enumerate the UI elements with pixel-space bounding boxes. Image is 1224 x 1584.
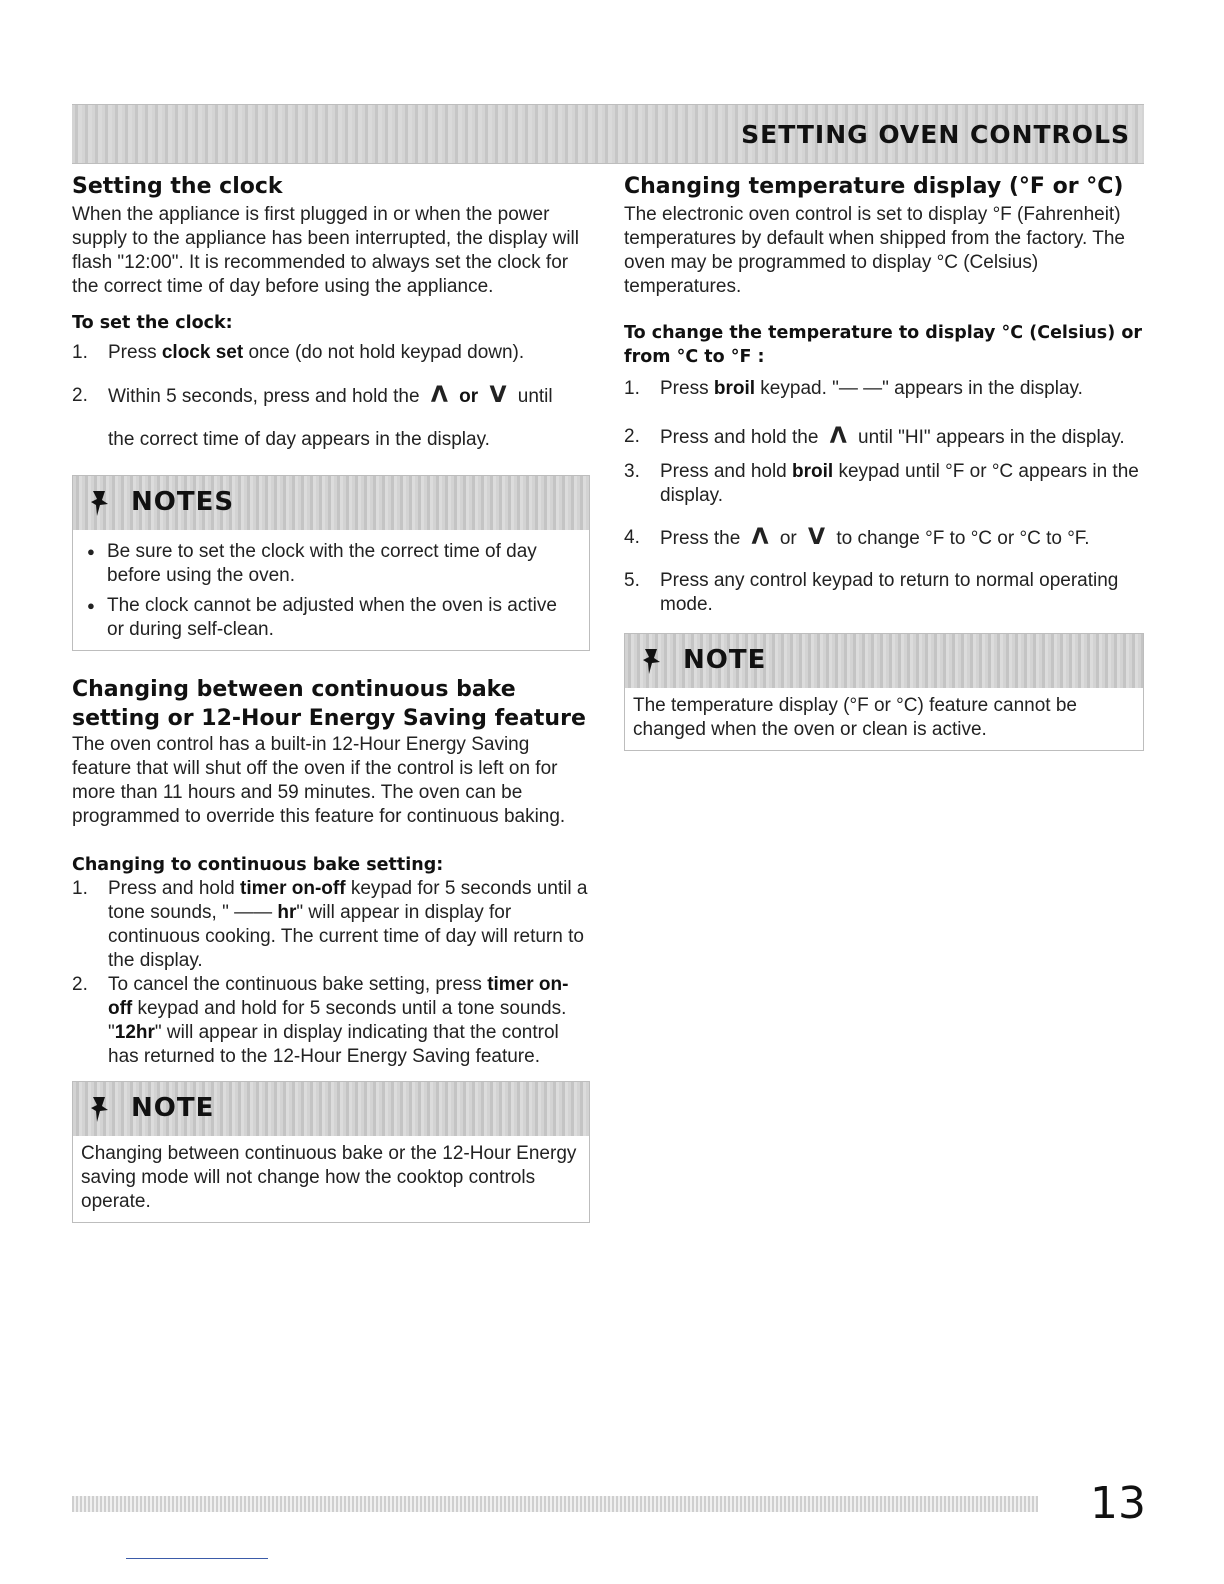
temp-step-1: 1. Press broil keypad. "— —" appears in the display. — [624, 378, 1083, 399]
up-arrow-icon: Λ — [751, 525, 769, 550]
temp-note-text: The temperature display (°F or °C) feature cannot be changed when the oven or clean is active. — [633, 695, 1077, 740]
temp-heading: Changing temperature display (°F or °C) — [624, 174, 1124, 199]
notes-label: NOTES — [131, 487, 235, 517]
clock-subheading: To set the clock: — [72, 313, 233, 333]
notes-box — [72, 475, 590, 651]
section-title: SETTING OVEN CONTROLS — [741, 120, 1130, 149]
bake-intro: The oven control has a built-in 12-Hour Energy Saving feature that will shut off the oven if the control is left on for more than 11 hours and 59 minutes. The oven can be programmed to override this feature for continuous baking. — [72, 734, 566, 827]
up-arrow-icon: Λ — [430, 383, 448, 408]
bake-note-box — [72, 1081, 590, 1223]
notes-header — [73, 476, 589, 530]
bottom-rule — [126, 1558, 268, 1559]
temp-note-header — [625, 634, 1143, 688]
clock-steps — [72, 341, 590, 453]
down-arrow-icon: V — [808, 525, 826, 550]
right-column — [624, 172, 1144, 751]
pushpin-icon — [89, 488, 115, 518]
left-column — [72, 172, 590, 1223]
clock-heading: Setting the clock — [72, 174, 283, 199]
clock-step-1: 1. Press clock set once (do not hold keypad down). — [72, 342, 525, 363]
bake-subheading: Changing to continuous bake setting: — [72, 855, 444, 875]
temp-step-5: 5. Press any control keypad to return to normal operating mode. — [624, 570, 1119, 615]
bake-note-label: NOTE — [131, 1093, 215, 1123]
notes-bullet: ● The clock cannot be adjusted when the oven is active or during self-clean. — [81, 594, 579, 642]
bake-note-text: Changing between continuous bake or the 12-Hour Energy saving mode will not change how the cooktop controls operate. — [81, 1143, 577, 1212]
section-header-band — [72, 104, 1144, 164]
clock-intro: When the appliance is first plugged in or when the power supply to the appliance has been interrupted, the display will flash "12:00". It is recommended to always set the clock for the correct time of day before using the appliance. — [72, 204, 579, 297]
temp-note-box — [624, 633, 1144, 751]
temp-step-3: 3. Press and hold broil keypad until °F or °C appears in the display. — [624, 461, 1139, 506]
temp-step-4: 4. Press the Λ or V to change °F to °C or °C to °F. — [624, 525, 1090, 550]
up-arrow-icon: Λ — [829, 424, 847, 449]
bake-step-1: 1. Press and hold timer on-off keypad for 5 seconds until a tone sounds, " —— hr" will appear in display for continuous cooking. The current time of day will return to the display. — [72, 878, 588, 971]
temp-note-label: NOTE — [683, 645, 767, 675]
clock-step-2: 2. Within 5 seconds, press and hold the Λ or V until the correct time of day appears in the display. — [72, 383, 553, 450]
bake-heading: Changing between continuous bake setting or 12-Hour Energy Saving feature — [72, 677, 586, 731]
bake-note-header — [73, 1082, 589, 1136]
pushpin-icon — [641, 646, 667, 676]
bake-step-2: 2. To cancel the continuous bake setting, press timer on-off keypad and hold for 5 seconds until a tone sounds. "12hr" will appear in display indicating that the control has returned to the 12-Hour Energy Saving feature. — [72, 974, 569, 1067]
bake-steps — [72, 877, 590, 1069]
temp-step-2: 2. Press and hold the Λ until "HI" appears in the display. — [624, 424, 1125, 449]
notes-bullet: ● Be sure to set the clock with the correct time of day before using the oven. — [81, 540, 579, 588]
temp-steps — [624, 377, 1144, 617]
page-number: 13 — [1090, 1478, 1146, 1529]
down-arrow-icon: V — [489, 383, 507, 408]
temp-subheading: To change the temperature to display °C (Celsius) or from °C to °F : — [624, 323, 1142, 367]
pushpin-icon — [89, 1094, 115, 1124]
footer-band — [72, 1496, 1038, 1512]
notes-body — [73, 530, 589, 650]
temp-intro: The electronic oven control is set to display °F (Fahrenheit) temperatures by default when shipped from the factory. The oven may be programmed to display °C (Celsius) temperatures. — [624, 204, 1125, 297]
